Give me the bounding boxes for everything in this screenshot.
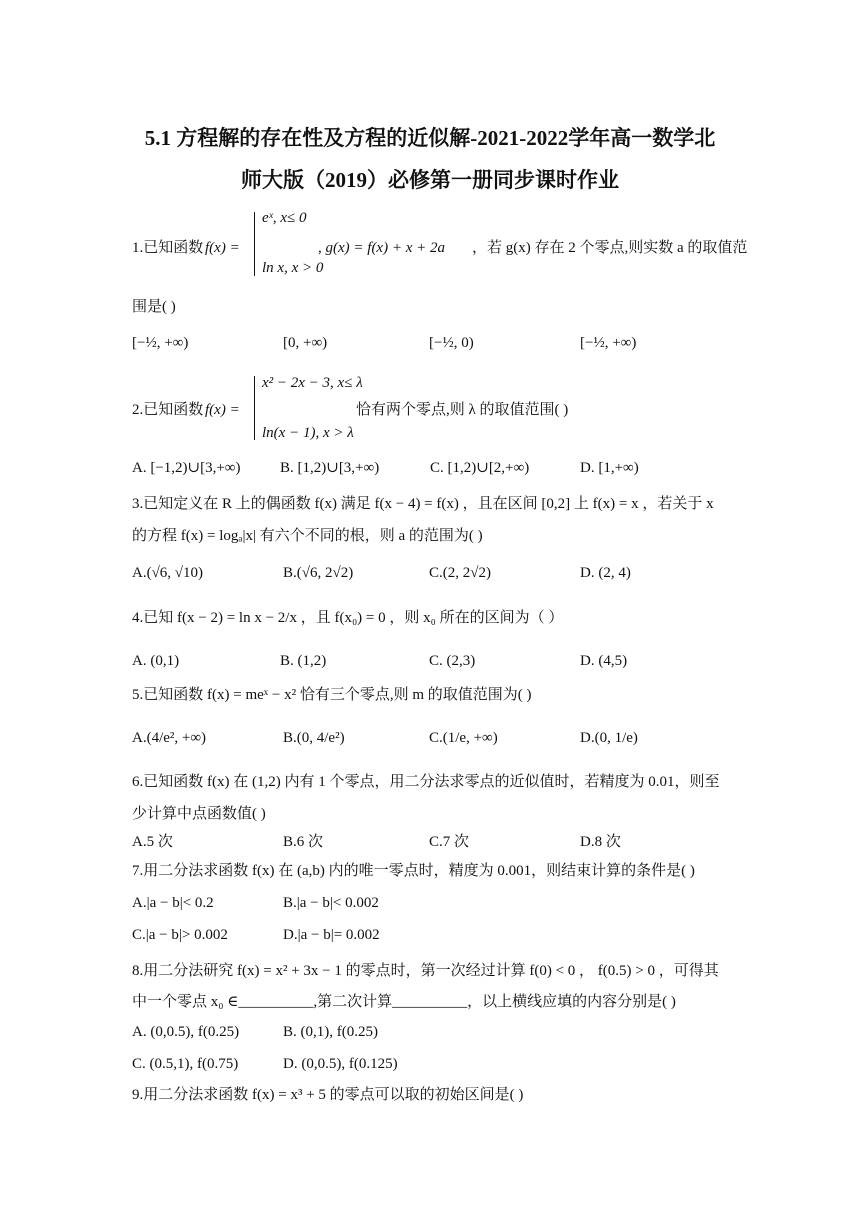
q3-option-a: A.(√6, √10) <box>132 565 204 581</box>
q4-option-c: C. (2,3) <box>429 653 476 669</box>
q3-option-c: C.(2, 2√2) <box>429 565 491 581</box>
q8-line-2: 中一个零点 x₀ ∈__________,第二次计算__________，以上横线应填的内容分别是( ) <box>132 994 676 1010</box>
q5-option-a: A.(4/e², +∞) <box>132 730 207 746</box>
q5-option-c: C.(1/e, +∞) <box>429 730 498 746</box>
page-title-line-2: 师大版（2019）必修第一册同步课时作业 <box>241 168 619 192</box>
q8-option-d: D. (0,0.5), f(0.125) <box>283 1056 398 1072</box>
q7-option-b: B.|a − b|< 0.002 <box>283 895 379 911</box>
q7-option-c: C.|a − b|> 0.002 <box>132 927 228 943</box>
q7-line-1: 7.用二分法求函数 f(x) 在 (a,b) 内的唯一零点时，精度为 0.001，则结束计算的条件是( ) <box>132 863 695 879</box>
q4-option-b: B. (1,2) <box>280 653 327 669</box>
q1-option-d: [−½, +∞) <box>580 335 637 351</box>
q1-function: f(x) = <box>205 240 240 256</box>
q3-line-1: 3.已知定义在 R 上的偶函数 f(x) 满足 f(x − 4) = f(x) ，且在区间 [0,2] 上 f(x) = x ，若关于 x <box>132 496 714 512</box>
q2-option-c: C. [1,2)∪[2,+∞) <box>430 460 530 476</box>
page-title-line-1: 5.1 方程解的存在性及方程的近似解-2021-2022学年高一数学北 <box>144 126 716 150</box>
q8-option-a: A. (0,0.5), f(0.25) <box>132 1024 240 1040</box>
q6-line-1: 6.已知函数 f(x) 在 (1,2) 内有 1 个零点，用二分法求零点的近似值时，若精度为 0.01，则至 <box>132 774 720 790</box>
q8-option-c: C. (0.5,1), f(0.75) <box>132 1056 239 1072</box>
q3-option-d: D. (2, 4) <box>580 565 631 581</box>
q5-option-d: D.(0, 1/e) <box>580 730 638 746</box>
q6-line-2: 少计算中点函数值( ) <box>132 806 266 822</box>
q2-option-a: A. [−1,2)∪[3,+∞) <box>132 460 241 476</box>
q7-option-d: D.|a − b|= 0.002 <box>283 927 380 943</box>
q4-option-a: A. (0,1) <box>132 653 180 669</box>
q1-tail: ，若 g(x) 存在 2 个零点,则实数 a 的取值范 <box>472 240 748 256</box>
q6-option-d: D.8 次 <box>580 834 621 850</box>
q7-option-a: A.|a − b|< 0.2 <box>132 895 214 911</box>
q2-option-d: D. [1,+∞) <box>580 460 639 476</box>
q8-line-1: 8.用二分法研究 f(x) = x² + 3x − 1 的零点时，第一次经过计算 f(0) < 0 ， f(0.5) > 0 ，可得其 <box>132 963 719 979</box>
q6-option-a: A.5 次 <box>132 834 173 850</box>
q3-option-b: B.(√6, 2√2) <box>283 565 354 581</box>
q6-option-c: C.7 次 <box>429 834 470 850</box>
q1-g-definition: , g(x) = f(x) + x + 2a <box>318 240 445 256</box>
q2-tail: 恰有两个零点,则 λ 的取值范围( ) <box>356 402 569 418</box>
q1-option-c: [−½, 0) <box>429 335 474 351</box>
q9-line-1: 9.用二分法求函数 f(x) = x³ + 5 的零点可以取的初始区间是( ) <box>132 1087 524 1103</box>
q3-line-2: 的方程 f(x) = logₐ|x| 有六个不同的根，则 a 的范围为( ) <box>132 528 483 544</box>
q2-function: f(x) = <box>205 402 240 418</box>
q1-prefix: 1.已知函数 <box>132 240 204 256</box>
q2-case-2: ln(x − 1), x > λ <box>262 425 354 441</box>
q1-case-1: eˣ, x≤ 0 <box>262 210 307 226</box>
q1-option-a: [−½, +∞) <box>132 335 189 351</box>
q2-option-b: B. [1,2)∪[3,+∞) <box>280 460 380 476</box>
q4-option-d: D. (4,5) <box>580 653 628 669</box>
q5-option-b: B.(0, 4/e²) <box>283 730 345 746</box>
q6-option-b: B.6 次 <box>283 834 324 850</box>
q1-case-2: ln x, x > 0 <box>262 260 324 276</box>
q2-prefix: 2.已知函数 <box>132 402 204 418</box>
q4-line-1: 4.已知 f(x − 2) = ln x − 2/x ，且 f(x₀) = 0 ，则 x₀ 所在的区间为（ ） <box>132 610 564 626</box>
q5-line-1: 5.已知函数 f(x) = meˣ − x² 恰有三个零点,则 m 的取值范围为( ) <box>132 687 532 703</box>
q1-option-b: [0, +∞) <box>283 335 328 351</box>
q2-case-1: x² − 2x − 3, x≤ λ <box>262 375 363 391</box>
q8-option-b: B. (0,1), f(0.25) <box>283 1024 378 1040</box>
q1-continuation: 围是( ) <box>132 299 176 315</box>
